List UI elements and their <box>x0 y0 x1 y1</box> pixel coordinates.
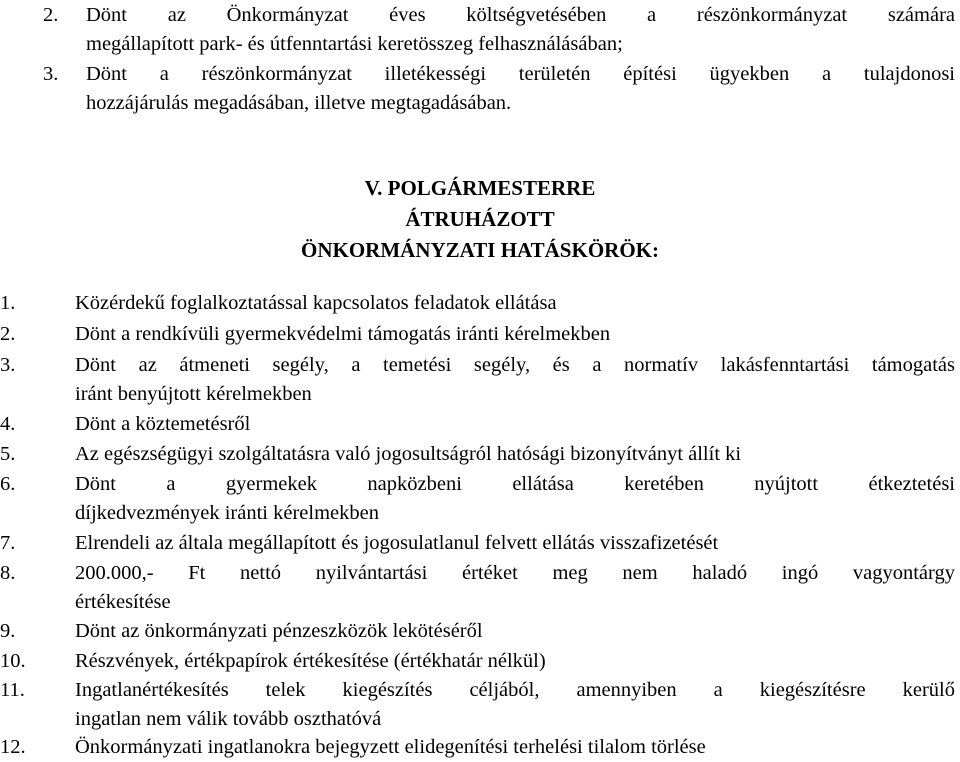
list-item <box>43 60 955 118</box>
list-item-text: Ingatlanértékesítés telek kiegészítés céljából, amennyiben a kiegészítésre kerülő ingatlan nem válik tovább oszthatóvá <box>75 679 955 730</box>
list-item <box>0 410 955 439</box>
list-item-text: Az egészségügyi szolgáltatásra való jogosultságról hatósági bizonyítványt állít ki <box>75 443 742 465</box>
list-item <box>0 559 955 617</box>
list-item-number: 2. <box>0 323 16 345</box>
heading-line: ÁTRUHÁZOTT <box>405 207 555 231</box>
list-item-text: Dönt az átmeneti segély, a temetési segély, és a normatív lakásfenntartási támogatás iránt benyújtott kérelmekben <box>75 354 955 405</box>
list-item <box>0 733 955 762</box>
list-item-number: 3. <box>43 63 59 85</box>
list-item-text: Dönt az Önkormányzat éves költségvetésében a részönkormányzat számára megállapított park- és útfenntartási keretösszeg felhasználásában; <box>86 4 955 55</box>
list-item-text: Önkormányzati ingatlanokra bejegyzett elidegenítési terhelési tilalom törlése <box>75 736 706 758</box>
list-item-number: 8. <box>0 562 16 584</box>
list-item <box>0 320 955 349</box>
heading-line: ÖNKORMÁNYZATI HATÁSKÖRÖK: <box>301 238 659 262</box>
list-item-text: Dönt a részönkormányzat illetékességi területén építési ügyekben a tulajdonosi hozzájárulás megadásában, illetve megtagadásában. <box>86 63 955 114</box>
list-item-text: Dönt a rendkívüli gyermekvédelmi támogatás iránti kérelmekben <box>75 323 611 345</box>
list-item <box>0 647 955 676</box>
list-item <box>0 289 955 318</box>
list-item <box>43 1 955 59</box>
list-item-text: Dönt az önkormányzati pénzeszközök lekötéséről <box>75 620 483 642</box>
list-item-number: 12. <box>0 736 26 758</box>
list-item-text: Dönt a gyermekek napközbeni ellátása keretében nyújtott étkeztetési díjkedvezmények iránti kérelmekben <box>75 473 955 524</box>
list-item-number: 4. <box>0 413 16 435</box>
list-item-number: 6. <box>0 473 16 495</box>
list-item <box>0 529 955 558</box>
list-item-number: 1. <box>0 292 16 314</box>
list-item-number: 3. <box>0 354 16 376</box>
list-item-number: 11. <box>0 679 25 701</box>
list-item-text: 200.000,- Ft nettó nyilvántartási értéket meg nem haladó ingó vagyontárgy értékesítése <box>75 562 955 613</box>
list-item <box>0 440 955 469</box>
list-item <box>0 617 955 646</box>
heading-line: V. POLGÁRMESTERRE <box>364 176 596 200</box>
list-item <box>0 351 955 409</box>
section-heading <box>0 173 960 266</box>
list-item-text: Elrendeli az általa megállapított és jogosulatlanul felvett ellátás visszafizetését <box>75 532 719 554</box>
list-item-number: 5. <box>0 443 16 465</box>
list-item-number: 2. <box>43 4 59 26</box>
list-item-number: 10. <box>0 650 26 672</box>
list-item-text: Közérdekű foglalkoztatással kapcsolatos feladatok ellátása <box>75 292 557 314</box>
list-item-number: 9. <box>0 620 16 642</box>
list-item <box>0 676 955 734</box>
list-item-text: Dönt a köztemetésről <box>75 413 251 435</box>
list-item-text: Részvények, értékpapírok értékesítése (értékhatár nélkül) <box>75 650 546 672</box>
list-item <box>0 470 955 528</box>
list-item-number: 7. <box>0 532 16 554</box>
